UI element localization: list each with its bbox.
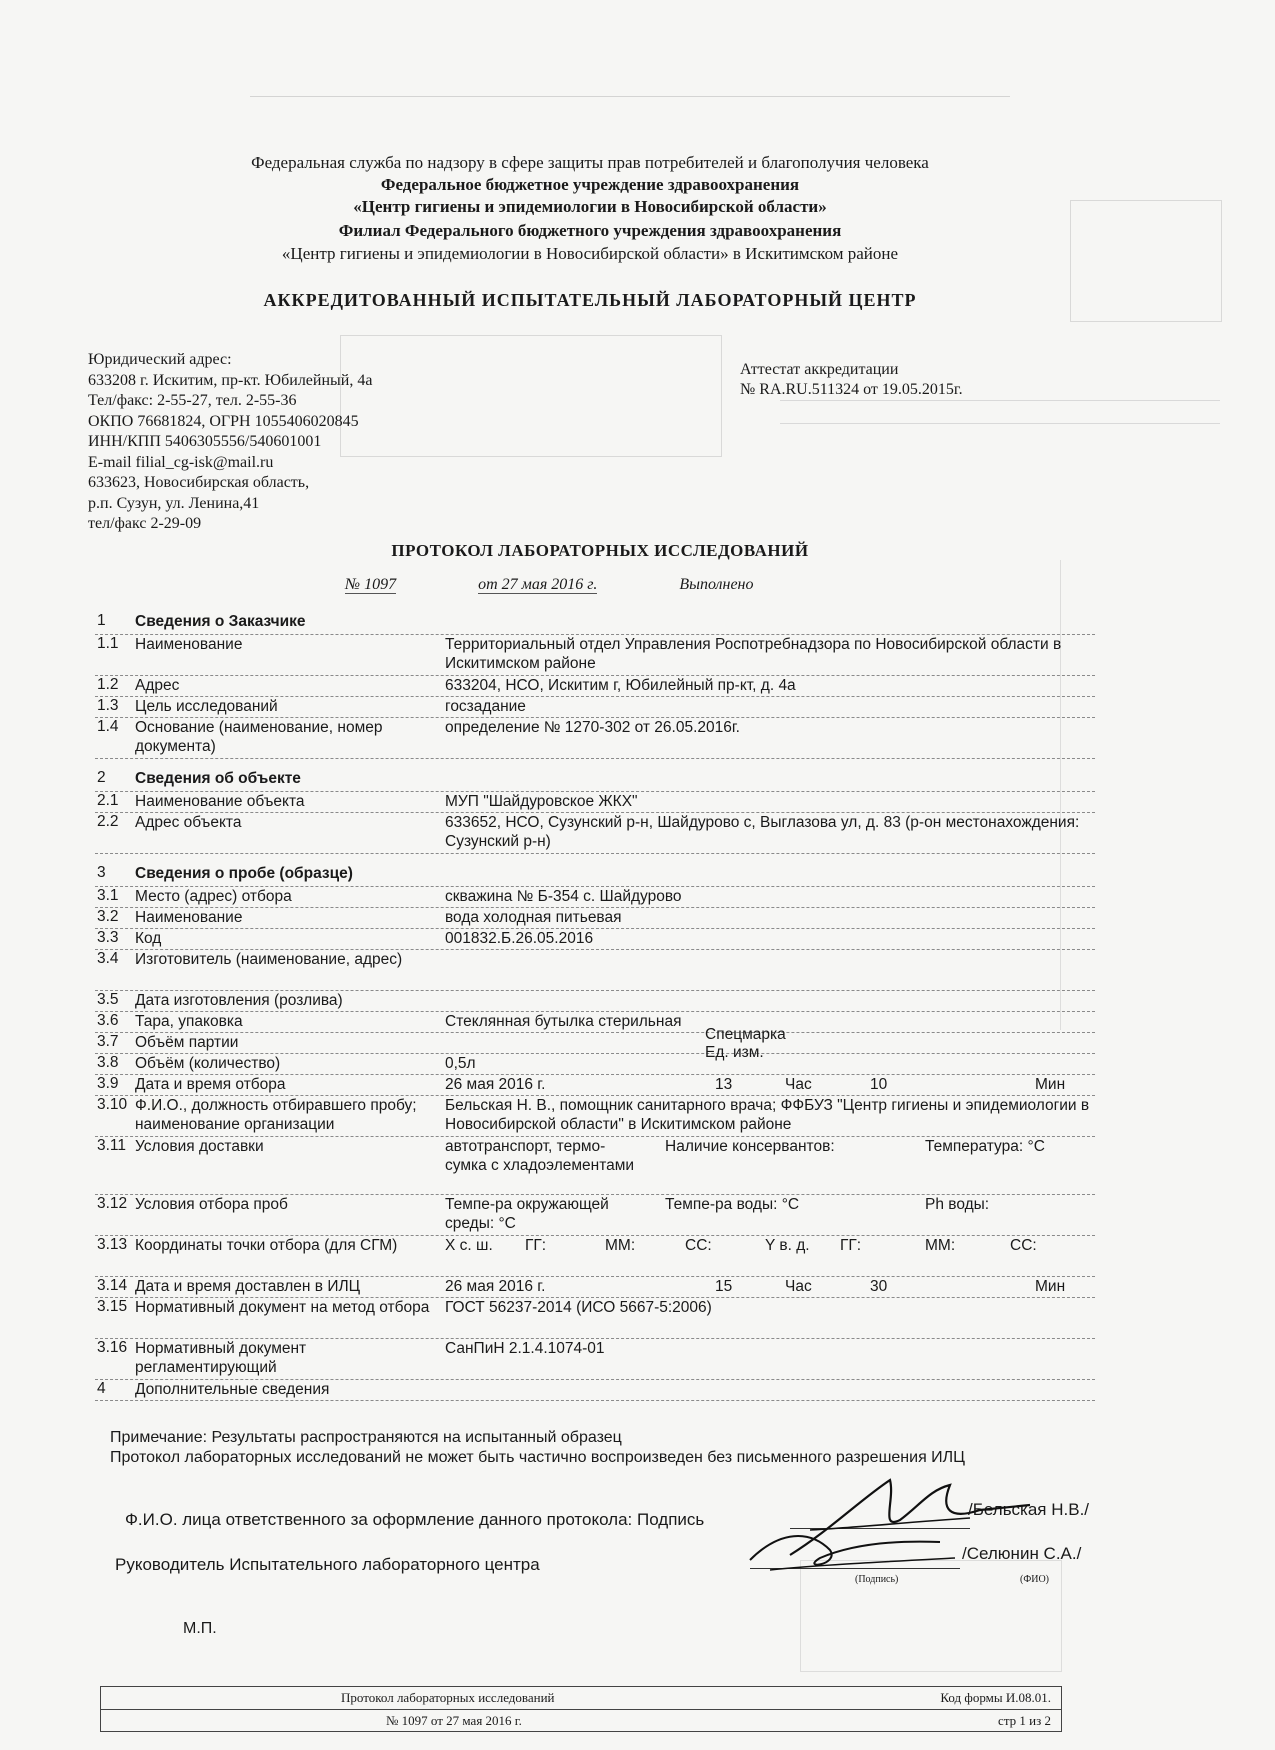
row-label: Условия доставки xyxy=(135,1138,264,1155)
responsible-person-label: Ф.И.О. лица ответственного за оформление данного протокола: Подпись xyxy=(125,1510,705,1529)
org-line: р.п. Сузун, ул. Ленина,41 xyxy=(88,494,260,512)
row-number: 2.2 xyxy=(97,813,119,830)
ph-label: Ph воды: xyxy=(925,1196,990,1213)
row-number: 2 xyxy=(97,769,106,786)
row-label: Наименование xyxy=(135,909,243,926)
row-label: Условия отбора проб xyxy=(135,1196,288,1213)
row-number: 3.5 xyxy=(97,991,119,1008)
row-value: Бельская Н. В., помощник санитарного врача; ФФБУЗ "Центр гигиены и эпидемиологии в Новосибирской области" в Искитимском районе xyxy=(445,1097,1090,1133)
protocol-meta xyxy=(345,576,782,594)
institution-name: Федеральное бюджетное учреждение здравоохранения xyxy=(380,175,800,194)
center-name: «Центр гигиены и эпидемиологии в Новосибирской области» xyxy=(353,197,827,216)
row-number: 1.3 xyxy=(97,697,119,714)
minute-unit: Мин xyxy=(1035,1076,1066,1093)
row-number: 2.1 xyxy=(97,792,119,809)
sampling-hour: 13 xyxy=(715,1076,733,1093)
protocol-status: Выполнено xyxy=(679,576,754,593)
table-row xyxy=(95,792,1095,813)
footer-doc-type: Протокол лабораторных исследований xyxy=(341,1690,555,1705)
row-label: Тара, упаковка xyxy=(135,1013,243,1030)
org-details xyxy=(88,350,372,535)
signature-caption: (Подпись) xyxy=(855,1574,899,1585)
sampling-date: 26 мая 2016 г. xyxy=(445,1076,546,1093)
row-label: Дополнительные сведения xyxy=(135,1381,330,1398)
delivery-date: 26 мая 2016 г. xyxy=(445,1278,546,1295)
table-row xyxy=(95,950,1095,991)
accreditation-block xyxy=(740,360,963,400)
table-row xyxy=(95,1298,1095,1339)
row-label: Объём (количество) xyxy=(135,1055,281,1072)
table-row xyxy=(95,1054,1095,1075)
row-number: 3.7 xyxy=(97,1033,119,1050)
row-label: Основание (наименование, номер документа) xyxy=(135,719,383,755)
org-line: ИНН/КПП 5406305556/540601001 xyxy=(88,433,322,450)
row-number: 3.2 xyxy=(97,908,119,925)
responsible-person-name: /Бельская Н.В./ xyxy=(968,1500,1090,1519)
row-number: 1.4 xyxy=(97,718,119,735)
ambient-temp-label: Темпе-ра окружающей среды: °С xyxy=(445,1196,609,1232)
row-value: госзадание xyxy=(445,698,526,715)
table-row xyxy=(95,1075,1095,1096)
seal-place: М.П. xyxy=(183,1620,217,1637)
org-email: E-mail filial_cg-isk@mail.ru xyxy=(88,453,274,471)
sampling-minute: 10 xyxy=(870,1076,888,1093)
table-row xyxy=(95,929,1095,950)
row-number: 1.2 xyxy=(97,676,119,693)
coord-x-label: X с. ш. xyxy=(445,1237,493,1254)
branch-name: Филиал Федерального бюджетного учреждения здравоохранения xyxy=(338,221,842,240)
section-title: Сведения об объекте xyxy=(135,770,301,787)
row-value: Территориальный отдел Управления Роспотребнадзора по Новосибирской области в Искитимском районе xyxy=(445,636,1062,672)
accreditation-label: Аттестат аккредитации xyxy=(740,361,899,378)
hour-unit: Час xyxy=(785,1076,812,1093)
row-value: определение № 1270-302 от 26.05.2016г. xyxy=(445,719,740,736)
row-label: Дата и время доставлен в ИЛЦ xyxy=(135,1278,361,1295)
row-label: Дата и время отбора xyxy=(135,1076,286,1093)
water-temp-label: Темпе-ра воды: °С xyxy=(665,1196,800,1213)
footer-row xyxy=(101,1687,1061,1709)
page-footer xyxy=(100,1686,1062,1732)
row-number: 3.12 xyxy=(97,1195,128,1212)
org-line: ОКПО 76681824, ОГРН 1055406020845 xyxy=(88,412,359,430)
org-line: тел/факс 2-29-09 xyxy=(88,515,202,532)
protocol-number: № 1097 xyxy=(345,576,397,593)
section-object xyxy=(95,769,1095,792)
row-number: 3.14 xyxy=(97,1277,128,1294)
branch-location: «Центр гигиены и эпидемиологии в Новосибирской области» в Искитимском районе xyxy=(281,244,899,263)
lab-head-label: Руководитель Испытательного лабораторного центра xyxy=(115,1555,540,1574)
table-row xyxy=(95,813,1095,854)
row-label: Изготовитель (наименование, адрес) xyxy=(135,951,403,968)
table-row xyxy=(95,1236,1095,1277)
table-row xyxy=(95,1380,1095,1401)
row-value: ГОСТ 56237-2014 (ИСО 5667-5:2006) xyxy=(445,1299,712,1316)
row-number: 3 xyxy=(97,864,106,881)
footer-protocol-ref: № 1097 от 27 мая 2016 г. xyxy=(386,1713,522,1728)
org-line: Юридический адрес: xyxy=(88,351,232,368)
row-label: Ф.И.О., должность отбиравшего пробу; наименование организации xyxy=(135,1097,417,1133)
row-value: вода холодная питьевая xyxy=(445,909,622,926)
table-row xyxy=(95,697,1095,718)
table-row xyxy=(95,676,1095,697)
lab-head-name: /Селюнин С.А./ xyxy=(962,1544,1082,1563)
protocol-title: ПРОТОКОЛ ЛАБОРАТОРНЫХ ИССЛЕДОВАНИЙ xyxy=(391,541,809,560)
row-number: 3.8 xyxy=(97,1054,119,1071)
row-label: Код xyxy=(135,930,162,947)
section-customer xyxy=(95,612,1095,635)
coord-y-label: Y в. д. xyxy=(765,1237,810,1254)
table-row xyxy=(95,635,1095,676)
coord-deg-label: ГГ: xyxy=(840,1237,862,1254)
row-value: скважина № Б-354 с. Шайдурово xyxy=(445,888,682,905)
coord-sec-label: СС: xyxy=(685,1237,712,1254)
name-caption: (ФИО) xyxy=(1020,1574,1050,1585)
row-number: 3.6 xyxy=(97,1012,119,1029)
row-label: Объём партии xyxy=(135,1034,239,1051)
row-number: 3.9 xyxy=(97,1075,119,1092)
row-number: 3.4 xyxy=(97,950,119,967)
row-value: 001832.Б.26.05.2016 xyxy=(445,930,594,947)
row-value: 633652, НСО, Сузунский р-н, Шайдурово с, Выглазова ул, д. 83 (р-он местонахождения: Сузунский р-н) xyxy=(445,814,1080,850)
coord-deg-label: ГГ: xyxy=(525,1237,547,1254)
table-row xyxy=(95,991,1095,1012)
agency-name: Федеральная служба по надзору в сфере защиты прав потребителей и благополучия человека xyxy=(251,153,929,172)
row-label: Нормативный документ регламентирующий xyxy=(135,1340,307,1376)
note-reproduction: Протокол лабораторных исследований не может быть частично воспроизведен без письменного разрешения ИЛЦ xyxy=(110,1449,966,1466)
row-label: Дата изготовления (розлива) xyxy=(135,992,343,1009)
row-number: 3.1 xyxy=(97,887,119,904)
coord-min-label: ММ: xyxy=(925,1237,956,1254)
row-label: Цель исследований xyxy=(135,698,278,715)
delivery-conditions: автотранспорт, термо-сумка с хладоэлементами xyxy=(445,1138,635,1174)
spec-mark: Спецмарка xyxy=(705,1026,786,1043)
table-row xyxy=(95,1026,1095,1061)
section-title: Сведения о пробе (образце) xyxy=(135,865,353,882)
row-number: 1 xyxy=(97,612,106,629)
coord-min-label: ММ: xyxy=(605,1237,636,1254)
row-label: Адрес объекта xyxy=(135,814,242,831)
delivery-minute: 30 xyxy=(870,1278,888,1295)
row-number: 3.15 xyxy=(97,1298,128,1315)
row-number: 3.13 xyxy=(97,1236,128,1253)
table-row xyxy=(95,1339,1095,1380)
temperature-label: Температура: °С xyxy=(925,1138,1045,1155)
coord-sec-label: СС: xyxy=(1010,1237,1037,1254)
section-sample xyxy=(95,864,1095,887)
row-number: 3.11 xyxy=(97,1137,127,1154)
footer-row xyxy=(101,1709,1061,1732)
page-number: стр 1 из 2 xyxy=(998,1713,1051,1728)
table-row xyxy=(95,1277,1095,1298)
org-line: 633623, Новосибирская область, xyxy=(88,474,310,491)
row-label: Место (адрес) отбора xyxy=(135,888,292,905)
note-results: Примечание: Результаты распространяются на испытанный образец xyxy=(110,1429,622,1446)
section-title: Сведения о Заказчике xyxy=(135,613,306,630)
table-row xyxy=(95,718,1095,759)
hour-unit: Час xyxy=(785,1278,812,1295)
row-label: Нормативный документ на метод отбора xyxy=(135,1299,430,1316)
row-label: Наименование объекта xyxy=(135,793,305,810)
preservatives-label: Наличие консервантов: xyxy=(665,1138,835,1155)
table-row xyxy=(95,1096,1095,1137)
row-number: 3.16 xyxy=(97,1339,128,1356)
protocol-date: от 27 мая 2016 г. xyxy=(478,576,598,593)
table-row xyxy=(95,1012,1095,1033)
row-number: 3.10 xyxy=(97,1096,128,1113)
signature-image xyxy=(740,1520,980,1580)
org-line: 633208 г. Искитим, пр-кт. Юбилейный, 4а xyxy=(88,371,373,389)
table-row xyxy=(95,887,1095,908)
row-label: Наименование xyxy=(135,636,243,653)
row-label: Адрес xyxy=(135,677,180,694)
row-number: 3.3 xyxy=(97,929,119,946)
row-value: МУП "Шайдуровское ЖКХ" xyxy=(445,793,638,810)
table-row xyxy=(95,1137,1095,1195)
row-value: СанПиН 2.1.4.1074-01 xyxy=(445,1340,605,1357)
row-value: Стеклянная бутылка стерильная xyxy=(445,1013,682,1030)
unit-label: Ед. изм. xyxy=(705,1044,764,1061)
minute-unit: Мин xyxy=(1035,1278,1066,1295)
table-row xyxy=(95,1195,1095,1236)
table-row xyxy=(95,908,1095,929)
row-number: 4 xyxy=(97,1380,106,1397)
row-number: 1.1 xyxy=(97,635,119,652)
row-value: 0,5л xyxy=(445,1055,476,1072)
row-value: 633204, НСО, Искитим г, Юбилейный пр-кт, д. 4а xyxy=(445,677,796,694)
org-line: Тел/факс: 2-55-27, тел. 2-55-36 xyxy=(88,392,297,409)
form-code: Код формы И.08.01. xyxy=(940,1690,1051,1705)
row-label: Координаты точки отбора (для СГМ) xyxy=(135,1237,398,1254)
delivery-hour: 15 xyxy=(715,1278,733,1295)
lab-center-title: АККРЕДИТОВАННЫЙ ИСПЫТАТЕЛЬНЫЙ ЛАБОРАТОРНЫЙ ЦЕНТР xyxy=(263,290,917,310)
accreditation-number: № RA.RU.511324 от 19.05.2015г. xyxy=(740,381,963,398)
